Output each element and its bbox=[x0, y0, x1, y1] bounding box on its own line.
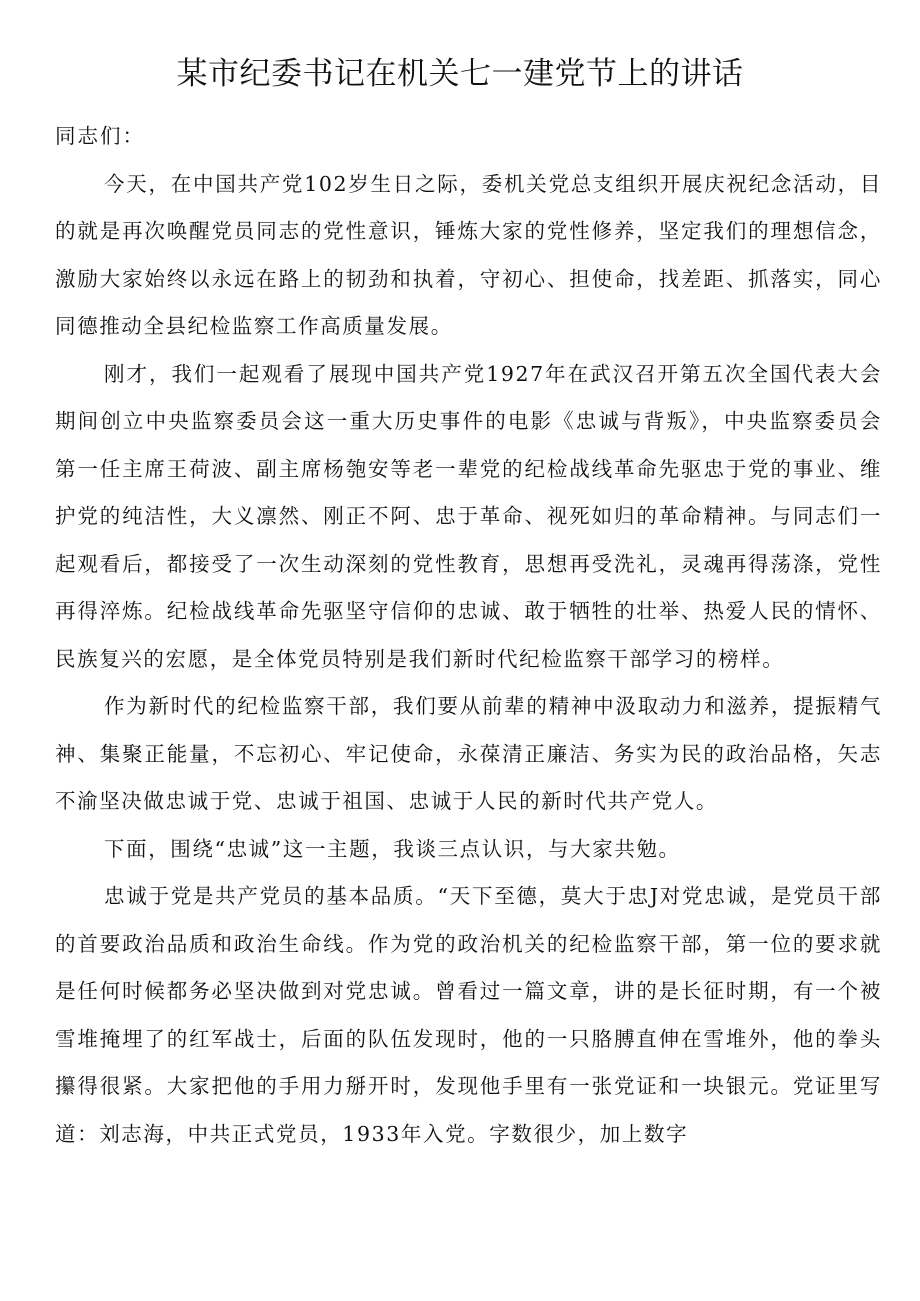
paragraph-theme: 下面，围绕“忠诚”这一主题，我谈三点认识，与大家共勉。 bbox=[104, 836, 681, 861]
paragraph-opening: 今天，在中国共产党102岁生日之际，委机关党总支组织开展庆祝纪念活动，目的就是再次唤醒党员同志的党性意识，锤炼大家的党性修养，坚定我们的理想信念，激励大家始终以永远在路上的韧劲和执着，守初心、担使命，找差距、抓落实，同心同德推动全县纪检监察工作高质量发展。 bbox=[55, 171, 882, 338]
document-title: 某市纪委书记在机关七一建党节上的讲话 bbox=[176, 56, 744, 92]
paragraph-film: 刚才，我们一起观看了展现中国共产党1927年在武汉召开第五次全国代表大会期间创立中央监察委员会这一重大历史事件的电影《忠诚与背叛》，中央监察委员会第一任主席王荷波、副主席杨匏安等老一辈党的纪检战线革命先驱忠于党的事业、维护党的纯洁性，大义凛然、刚正不阿、忠于革命、视死如归的革命精神。与同志们一起观看后，都接受了一次生动深刻的党性教育，思想再受洗礼，灵魂再得荡涤，党性再得淬炼。纪检战线革命先驱坚守信仰的忠诚、敢于牺牲的壮举、热爱人民的情怀、民族复兴的宏愿，是全体党员特别是我们新时代纪检监察干部学习的榜样。 bbox=[55, 361, 882, 671]
speech-body bbox=[55, 113, 882, 1158]
paragraph-loyalty: 忠诚于党是共产党员的基本品质。“天下至德，莫大于忠J对党忠诚，是党员干部的首要政治品质和政治生命线。作为党的政治机关的纪检监察干部，第一位的要求就是任何时候都务必坚决做到对党忠诚。曾看过一篇文章，讲的是长征时期，有一个被雪堆掩埋了的红军战士，后面的队伍发现时，他的一只胳膊直伸在雪堆外，他的拳头攥得很紧。大家把他的手用力掰开时，发现他手里有一张党证和一块银元。党证里写道：刘志海，中共正式党员，1933年入党。字数很少，加上数字 bbox=[55, 884, 882, 1146]
salutation: 同志们： bbox=[55, 124, 145, 148]
paragraph-new-era: 作为新时代的纪检监察干部，我们要从前辈的精神中汲取动力和滋养，提振精气神、集聚正能量，不忘初心、牢记使命，永葆清正廉洁、务实为民的政治品格，矢志不渝坚决做忠诚于党、忠诚于祖国、忠诚于人民的新时代共产党人。 bbox=[55, 694, 882, 813]
